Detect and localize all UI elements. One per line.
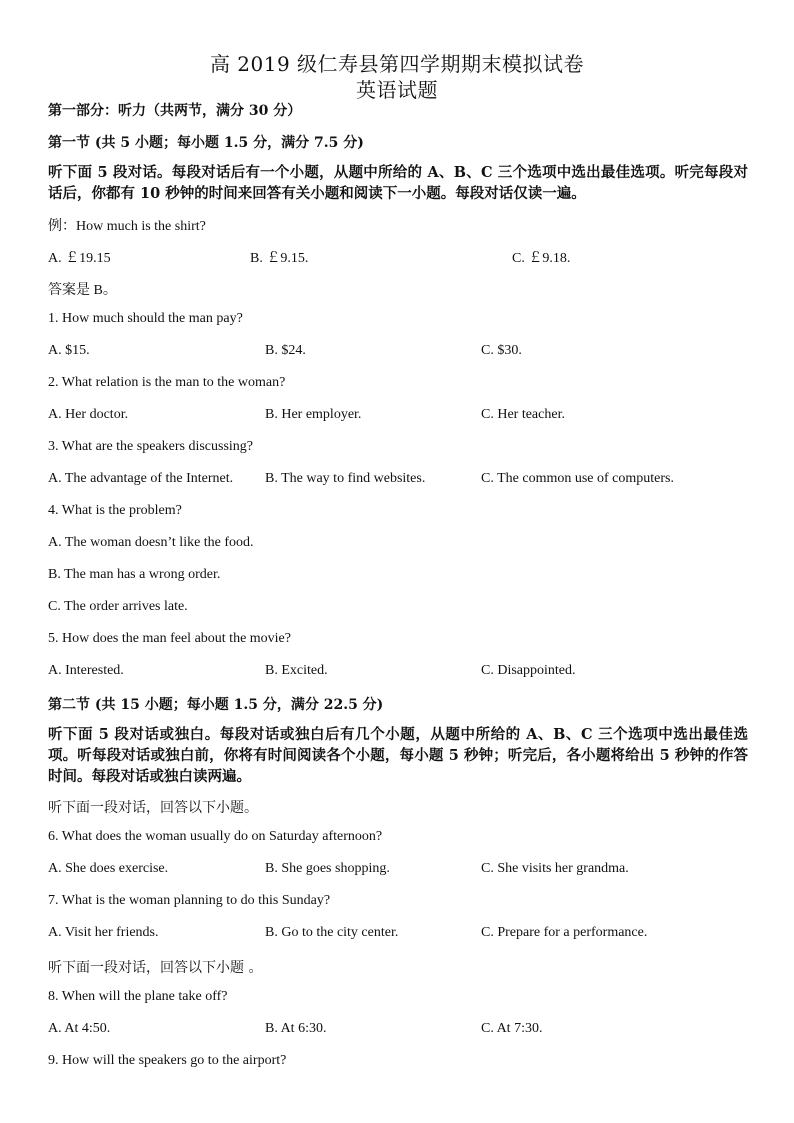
- q2-option-c: C. Her teacher.: [481, 407, 565, 422]
- q2-option-b: B. Her employer.: [265, 407, 362, 422]
- example-answer: 答案是 B。: [48, 283, 117, 298]
- q6-option-b: B. She goes shopping.: [265, 861, 390, 876]
- question-6: 6. What does the woman usually do on Saturday afternoon?: [48, 829, 383, 844]
- question-4: 4. What is the problem?: [48, 503, 182, 518]
- dialogue-prompt-2: 听下面一段对话，回答以下小题 。: [48, 960, 263, 976]
- q8-option-b: B. At 6:30.: [265, 1021, 327, 1036]
- q4-option-c: C. The order arrives late.: [48, 599, 188, 614]
- question-2: 2. What relation is the man to the woman?: [48, 375, 286, 390]
- q5-option-b: B. Excited.: [265, 663, 328, 678]
- q5-option-c: C. Disappointed.: [481, 663, 576, 678]
- question-3: 3. What are the speakers discussing?: [48, 439, 254, 454]
- q5-option-a: A. Interested.: [48, 663, 124, 678]
- section2-heading: 第二节 (共 15 小题；每小题 1.5 分，满分 22.5 分): [48, 697, 384, 713]
- q3-option-a: A. The advantage of the Internet.: [48, 471, 234, 486]
- q7-option-a: A. Visit her friends.: [48, 925, 159, 940]
- section1-heading: 第一节 (共 5 小题；每小题 1.5 分，满分 7.5 分): [48, 135, 364, 151]
- q6-option-c: C. She visits her grandma.: [481, 861, 629, 876]
- q8-option-c: C. At 7:30.: [481, 1021, 543, 1036]
- question-1: 1. How much should the man pay?: [48, 311, 243, 326]
- q1-option-c: C. $30.: [481, 343, 522, 358]
- section1-instructions: 听下面 5 段对话。每段对话后有一个小题，从题中所给的 A、B、C 三个选项中选出最佳选项。听完每段对话后，你都有 10 秒钟的时间来回答有关小题和阅读下一小题。每段对话仅读一遍。: [48, 164, 748, 202]
- q6-option-a: A. She does exercise.: [48, 861, 169, 876]
- q4-option-b: B. The man has a wrong order.: [48, 567, 221, 582]
- q7-option-c: C. Prepare for a performance.: [481, 925, 648, 940]
- exam-subtitle: 英语试题: [356, 78, 438, 102]
- q3-option-c: C. The common use of computers.: [481, 471, 674, 486]
- question-7: 7. What is the woman planning to do this Sunday?: [48, 893, 331, 908]
- q7-option-b: B. Go to the city center.: [265, 925, 399, 940]
- question-9: 9. How will the speakers go to the airport?: [48, 1053, 287, 1068]
- question-5: 5. How does the man feel about the movie?: [48, 631, 291, 646]
- q1-option-b: B. $24.: [265, 343, 306, 358]
- q1-option-a: A. $15.: [48, 343, 90, 358]
- example-option-a: A. ￡19.15: [48, 251, 111, 266]
- q4-option-a: A. The woman doesn’t like the food.: [48, 535, 254, 550]
- dialogue-prompt-1: 听下面一段对话，回答以下小题。: [48, 800, 258, 816]
- example-option-b: B. ￡9.15.: [250, 251, 309, 266]
- part1-heading: 第一部分：听力（共两节，满分 30 分）: [48, 103, 302, 119]
- q3-option-b: B. The way to find websites.: [265, 471, 426, 486]
- q8-option-a: A. At 4:50.: [48, 1021, 111, 1036]
- q2-option-a: A. Her doctor.: [48, 407, 129, 422]
- question-8: 8. When will the plane take off?: [48, 989, 228, 1004]
- section2-instructions: 听下面 5 段对话或独白。每段对话或独白后有几个小题，从题中所给的 A、B、C 三个选项中选出最佳选项。听每段对话或独白前，你将有时间阅读各个小题，每小题 5 秒钟；听完后，各小题将给出 5 秒钟的作答时间。每段对话或独白读两遍。: [48, 726, 748, 785]
- exam-title: 高 2019 级仁寿县第四学期期末模拟试卷: [209, 52, 585, 76]
- example-option-c: C. ￡9.18.: [512, 251, 571, 266]
- example-question: 例：How much is the shirt?: [48, 219, 206, 234]
